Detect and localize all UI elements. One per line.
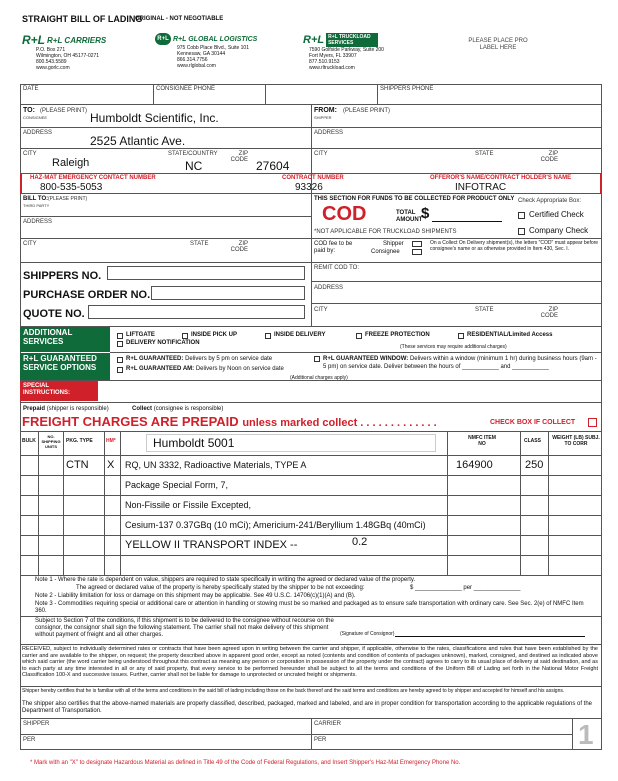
check-box-label: Check Appropriate Box: bbox=[518, 198, 582, 204]
shipper-sig-label: SHIPPER bbox=[23, 721, 50, 727]
from-label: FROM: bbox=[314, 107, 337, 114]
logo-addr: Kennesaw, GA 30144 bbox=[177, 51, 226, 57]
shipper-label: SHIPPER bbox=[314, 115, 332, 120]
cod-section-label: THIS SECTION FOR FUNDS TO BE COLLECTED FOR PRODUCT ONLY bbox=[314, 196, 515, 202]
logo-addr: Wilmington, OH 45177-0271 bbox=[36, 53, 100, 59]
cod-amount-line[interactable] bbox=[432, 221, 502, 222]
description-header-value: Humboldt 5001 bbox=[153, 436, 235, 450]
residential-checkbox[interactable] bbox=[458, 333, 464, 339]
to-label: TO: bbox=[23, 107, 35, 114]
liftgate-label: LIFTGATE bbox=[126, 332, 155, 338]
zip-label: ZIP CODE bbox=[230, 241, 248, 253]
collect-label: Collect bbox=[132, 406, 153, 412]
shippers-no-input[interactable] bbox=[107, 266, 305, 280]
guaranteed-checkbox[interactable] bbox=[117, 357, 123, 363]
copy-number: 1 bbox=[578, 719, 594, 750]
consignee-city-field[interactable]: Raleigh bbox=[52, 157, 90, 169]
state-country-label: STATE/COUNTRY bbox=[168, 151, 218, 157]
row-description[interactable]: Cesium-137 0.37GBq (10 mCi); Americium-241/Beryllium 1.48GBq (40mCi) bbox=[125, 520, 426, 530]
row-pkg-type[interactable]: CTN bbox=[66, 459, 89, 471]
logo-name: R+L GLOBAL LOGISTICS bbox=[173, 35, 258, 43]
shipper-per-label: PER bbox=[23, 737, 36, 743]
row-description[interactable]: Package Special Form, 7, bbox=[125, 480, 229, 490]
shipping-units-header: NO. SHIPPING UNITS bbox=[41, 434, 61, 449]
row-divider bbox=[20, 555, 602, 556]
footer-note: * Mark with an "X" to designate Hazardous Material as defined in Title 49 of the Code of Federal Regulations, and Insert Shipper's Haz-Mat Emergency Phone No. bbox=[30, 760, 461, 766]
consignee-label: CONSIGNEE bbox=[23, 115, 48, 120]
please-print-label: (PLEASE PRINT) bbox=[40, 108, 88, 114]
pkg-type-header: PKG. TYPE bbox=[66, 438, 93, 444]
consignee-address-field[interactable]: 2525 Atlantic Ave. bbox=[90, 134, 186, 148]
logo-addr: Fort Myers, FL 33907 bbox=[309, 53, 357, 59]
guaranteed-window-label: R+L GUARANTEED WINDOW: bbox=[323, 356, 409, 362]
consignee-name-field[interactable]: Humboldt Scientific, Inc. bbox=[90, 111, 219, 125]
logo-web: www.gorlc.com bbox=[36, 65, 70, 71]
cod-fee-label: COD fee to be paid by: bbox=[314, 241, 353, 254]
guaranteed-window-checkbox[interactable] bbox=[314, 356, 320, 362]
liftgate-checkbox[interactable] bbox=[117, 333, 123, 339]
consignee-zip-field[interactable]: 27604 bbox=[256, 159, 290, 173]
guaranteed-window-desc: Delivers within a window (minimum 1 hr) during business hours (9am - 5 pm) on service date. Deliver between the hours of ___________ and ___________ bbox=[323, 356, 597, 370]
po-no-label: PURCHASE ORDER NO. bbox=[23, 289, 151, 301]
hm-header: HM* bbox=[106, 438, 116, 444]
offeror-label: OFFEROR'S NAME/CONTRACT HOLDER'S NAME bbox=[430, 175, 572, 181]
certified-check-label: Certified Check bbox=[529, 210, 584, 219]
consignee-phone-label: CONSIGNEE PHONE bbox=[156, 86, 216, 92]
additional-services-header: ADDITIONAL SERVICES bbox=[20, 327, 110, 352]
shippers-no-label: SHIPPERS NO. bbox=[23, 270, 102, 282]
collect-checkbox[interactable] bbox=[588, 418, 597, 427]
bulk-header: BULK bbox=[22, 438, 36, 444]
shippers-phone-label: SHIPPERS PHONE bbox=[380, 86, 434, 92]
please-print-label: (PLEASE PRINT) bbox=[48, 196, 88, 202]
row-description[interactable]: RQ, UN 3332, Radioactive Materials, TYPE A bbox=[125, 460, 307, 470]
additional-apply-note: (Additional charges apply) bbox=[290, 375, 348, 381]
residential-label: RESIDENTIAL/Limited Access bbox=[467, 332, 553, 338]
collect-note: (consignee is responsible) bbox=[153, 406, 224, 412]
logo-web: www.rlglobal.com bbox=[177, 63, 216, 69]
signature-consignor-label: (Signature of Consignor) bbox=[340, 631, 395, 637]
row-hm[interactable]: X bbox=[107, 459, 115, 471]
nmfc-header: NMFC ITEM NO bbox=[468, 435, 496, 447]
row-divider bbox=[20, 515, 602, 516]
special-instructions-header: SPECIAL INSTRUCTIONS: bbox=[20, 381, 98, 401]
freight-prepaid-banner bbox=[22, 414, 437, 429]
freeze-protection-label: FREEZE PROTECTION bbox=[365, 332, 430, 338]
guaranteed-service-header: R+L GUARANTEED SERVICE OPTIONS bbox=[20, 353, 110, 380]
delivery-notification-checkbox[interactable] bbox=[117, 341, 123, 347]
po-no-input[interactable] bbox=[151, 286, 305, 300]
guaranteed-am-desc: Delivers by Noon on service date bbox=[195, 366, 284, 372]
logo-phone: 800.543.5589 bbox=[36, 59, 67, 65]
hazmat-phone-field[interactable]: 800-535-5053 bbox=[40, 182, 103, 193]
note-1b: The agreed or declared value of the property is hereby specifically stated by the shipper to be not exceeding: bbox=[76, 585, 365, 591]
freeze-protection-checkbox[interactable] bbox=[356, 333, 362, 339]
logo-web: www.rltruckload.com bbox=[309, 65, 355, 71]
shipper-option-label: Shipper bbox=[383, 241, 404, 247]
row-nmfc[interactable]: 164900 bbox=[456, 459, 493, 471]
rl-icon: R+L bbox=[22, 33, 46, 47]
city-label: CITY bbox=[23, 241, 37, 247]
row-divider bbox=[20, 475, 602, 476]
address-label: ADDRESS bbox=[23, 130, 53, 136]
remit-cod-label: REMIT COD TO: bbox=[314, 265, 360, 271]
certify-2: The shipper also certifies that the above-named materials are properly classified, described, packaged, marked and labeled, and are in proper condition for transportation according to the applicable regulations of the Department of Transportation. bbox=[22, 701, 592, 714]
note-1: Note 1 - Where the rate is dependent on value, shippers are required to state specifically in writing the agreed or declared value of the property. bbox=[35, 577, 416, 583]
guaranteed-am-checkbox[interactable] bbox=[117, 367, 123, 373]
total-amount-label: TOTAL AMOUNT bbox=[396, 210, 423, 223]
page-title: STRAIGHT BILL OF LADING bbox=[22, 14, 143, 24]
not-applicable-label: *NOT APPLICABLE FOR TRUCKLOAD SHIPMENTS bbox=[314, 229, 457, 235]
state-label: STATE bbox=[475, 307, 494, 313]
check-if-collect-label: CHECK BOX IF COLLECT bbox=[490, 419, 576, 426]
inside-pickup-label: INSIDE PICK UP bbox=[191, 332, 238, 338]
date-label: DATE bbox=[23, 86, 39, 92]
third-party-label: THIRD PARTY bbox=[23, 203, 50, 208]
consignee-option-label: Consignee bbox=[371, 249, 400, 255]
rl-truckload-logo bbox=[303, 33, 413, 71]
unless-collect-text: unless marked collect . . . . . . . . . . . . . bbox=[242, 417, 437, 429]
logo-phone: 877.510.9153 bbox=[309, 59, 340, 65]
prepaid-note: (shipper is responsible) bbox=[46, 406, 109, 412]
logo-addr: 975 Cobb Place Blvd., Suite 101 bbox=[177, 45, 249, 51]
logo-name: R+L TRUCKLOAD SERVICES bbox=[326, 33, 378, 47]
row-description[interactable]: YELLOW II TRANSPORT INDEX -- bbox=[125, 539, 298, 551]
rl-carriers-logo bbox=[22, 33, 142, 71]
row-extra[interactable]: 0.2 bbox=[352, 536, 368, 548]
weight-header: WEIGHT (LB) SUBJ. TO CORR bbox=[552, 435, 600, 447]
address-label: ADDRESS bbox=[314, 285, 344, 291]
contract-number-label: CONTRACT NUMBER bbox=[282, 175, 344, 181]
cod-title: COD bbox=[322, 203, 367, 225]
globe-icon: R+L bbox=[155, 33, 171, 45]
quote-no-label: QUOTE NO. bbox=[23, 308, 85, 320]
zip-label: ZIP CODE bbox=[230, 151, 248, 163]
state-label: STATE bbox=[190, 241, 209, 247]
carrier-per-label: PER bbox=[314, 737, 327, 743]
inside-delivery-checkbox[interactable] bbox=[265, 333, 271, 339]
certify-1: Shipper hereby certifies that he is familiar with all of the terms and conditions in the said bill of lading including those on the back thereof and the said terms and conditions are hereby agreed to by shipper and accepted for himself and his assigns. bbox=[22, 688, 565, 694]
cod-fee-consignee-checkbox[interactable] bbox=[412, 249, 422, 255]
inside-delivery-label: INSIDE DELIVERY bbox=[274, 332, 326, 338]
state-label: STATE bbox=[475, 151, 494, 157]
logo-phone: 866.314.7756 bbox=[177, 57, 208, 63]
received-terms: RECEIVED, subject to individually determined rates or contracts that have been agreed upon in writing between the carrier and shipper, if applicable, otherwise to the rates, classifications and rules that have been established by the carrier and are available to the shipper, on request; the property described above in apparent good order, except as noted (contents and condition of contents of packages unknown), marked, consigned, and destined as indicated above which said carrier (the word carrier being understood throughout this contract as meaning any person or corporation in possession of the property under the contract) agrees to carry to its usual place of delivery at said destination, and as to each party at any time interested in all or any of said property, that every service to be performed hereunder shall be subject to all the terms and conditions of the Uniform Bill of Lading set forth in the National Motor Freight Classification 100-X and successive issues. Further, carrier shall not be liable for damage to unprotected or uncrated freight or shipments. bbox=[22, 646, 598, 678]
bill-to-label: BILL TO: bbox=[23, 196, 49, 202]
company-check-label: Company Check bbox=[529, 226, 589, 235]
row-divider bbox=[20, 495, 602, 496]
logo-addr: P.O. Box 271 bbox=[36, 47, 66, 53]
guaranteed-am-label: R+L GUARANTEED AM: bbox=[126, 366, 195, 372]
rl-global-logo bbox=[155, 33, 285, 69]
pro-label-area: PLEASE PLACE PRO LABEL HERE bbox=[468, 38, 528, 51]
carrier-sig-label: CARRIER bbox=[314, 721, 342, 727]
inside-pickup-checkbox[interactable] bbox=[182, 333, 188, 339]
rl-icon: R+L bbox=[303, 34, 325, 46]
consignor-signature-line[interactable] bbox=[395, 636, 585, 637]
row-description[interactable]: Non-Fissile or Fissile Excepted, bbox=[125, 500, 252, 510]
address-label: ADDRESS bbox=[23, 219, 53, 225]
row-class[interactable]: 250 bbox=[525, 459, 544, 471]
zip-label: ZIP CODE bbox=[540, 307, 558, 319]
note-3: Note 3 - Commodities requiring special or additional care or attention in handling or stowing must be so marked and packaged as to ensure safe transportation with ordinary care. See Sec. 2(e) of NMFC Item 360. bbox=[35, 601, 584, 614]
delivery-notification-label: DELIVERY NOTIFICATION bbox=[126, 340, 200, 346]
consignee-state-field[interactable]: NC bbox=[185, 159, 203, 173]
zip-label: ZIP CODE bbox=[540, 151, 558, 163]
hazmat-contact-label: HAZ-MAT EMERGENCY CONTACT NUMBER bbox=[30, 175, 156, 181]
city-label: CITY bbox=[314, 151, 328, 157]
declared-value-field[interactable]: $ ______________ per ______________ bbox=[410, 585, 521, 591]
contract-number-field[interactable]: 93326 bbox=[295, 182, 323, 193]
city-label: CITY bbox=[23, 151, 37, 157]
freight-prepaid-text: FREIGHT CHARGES ARE PREPAID bbox=[22, 414, 239, 429]
quote-no-input[interactable] bbox=[88, 305, 305, 319]
logo-name: R+L CARRIERS bbox=[47, 35, 107, 45]
guaranteed-desc: Delivers by 5 pm on service date bbox=[185, 356, 273, 362]
class-header: CLASS bbox=[524, 438, 541, 444]
row-divider bbox=[20, 535, 602, 536]
charges-note: (These services may require additional charges) bbox=[400, 344, 507, 350]
page-subtitle: ORIGINAL - NOT NEGOTIABLE bbox=[135, 16, 224, 22]
logo-addr: 7590 Golfside Parkway, Suite 200 bbox=[309, 47, 384, 53]
cod-note: On a Collect On Delivery shipment(s), the letters "COD" must appear before consignee's name or as otherwise provided in Item 430, Sec. I. bbox=[430, 240, 599, 252]
certified-check-checkbox[interactable] bbox=[518, 212, 525, 219]
dollar-sign: $ bbox=[421, 205, 430, 222]
cod-fee-shipper-checkbox[interactable] bbox=[412, 241, 422, 247]
city-label: CITY bbox=[314, 307, 328, 313]
please-print-label: (PLEASE PRINT) bbox=[343, 108, 391, 114]
offeror-field[interactable]: INFOTRAC bbox=[455, 182, 507, 193]
note-2: Note 2 - Liability limitation for loss or damage on this shipment may be applicable. See 49 U.S.C. 14706(c)(1)(A) and (B). bbox=[35, 593, 356, 599]
section-7-note: Subject to Section 7 of the conditions, if this shipment is to be delivered to the consignee without recourse on the consignor, the consignor shall sign the following statement. The carrier shall not make delivery of this shipment without payment of freight and all other charges. bbox=[35, 618, 334, 638]
prepaid-label: Prepaid bbox=[23, 406, 46, 412]
company-check-checkbox[interactable] bbox=[518, 228, 525, 235]
address-label: ADDRESS bbox=[314, 130, 344, 136]
guaranteed-label: R+L GUARANTEED: bbox=[126, 356, 184, 362]
